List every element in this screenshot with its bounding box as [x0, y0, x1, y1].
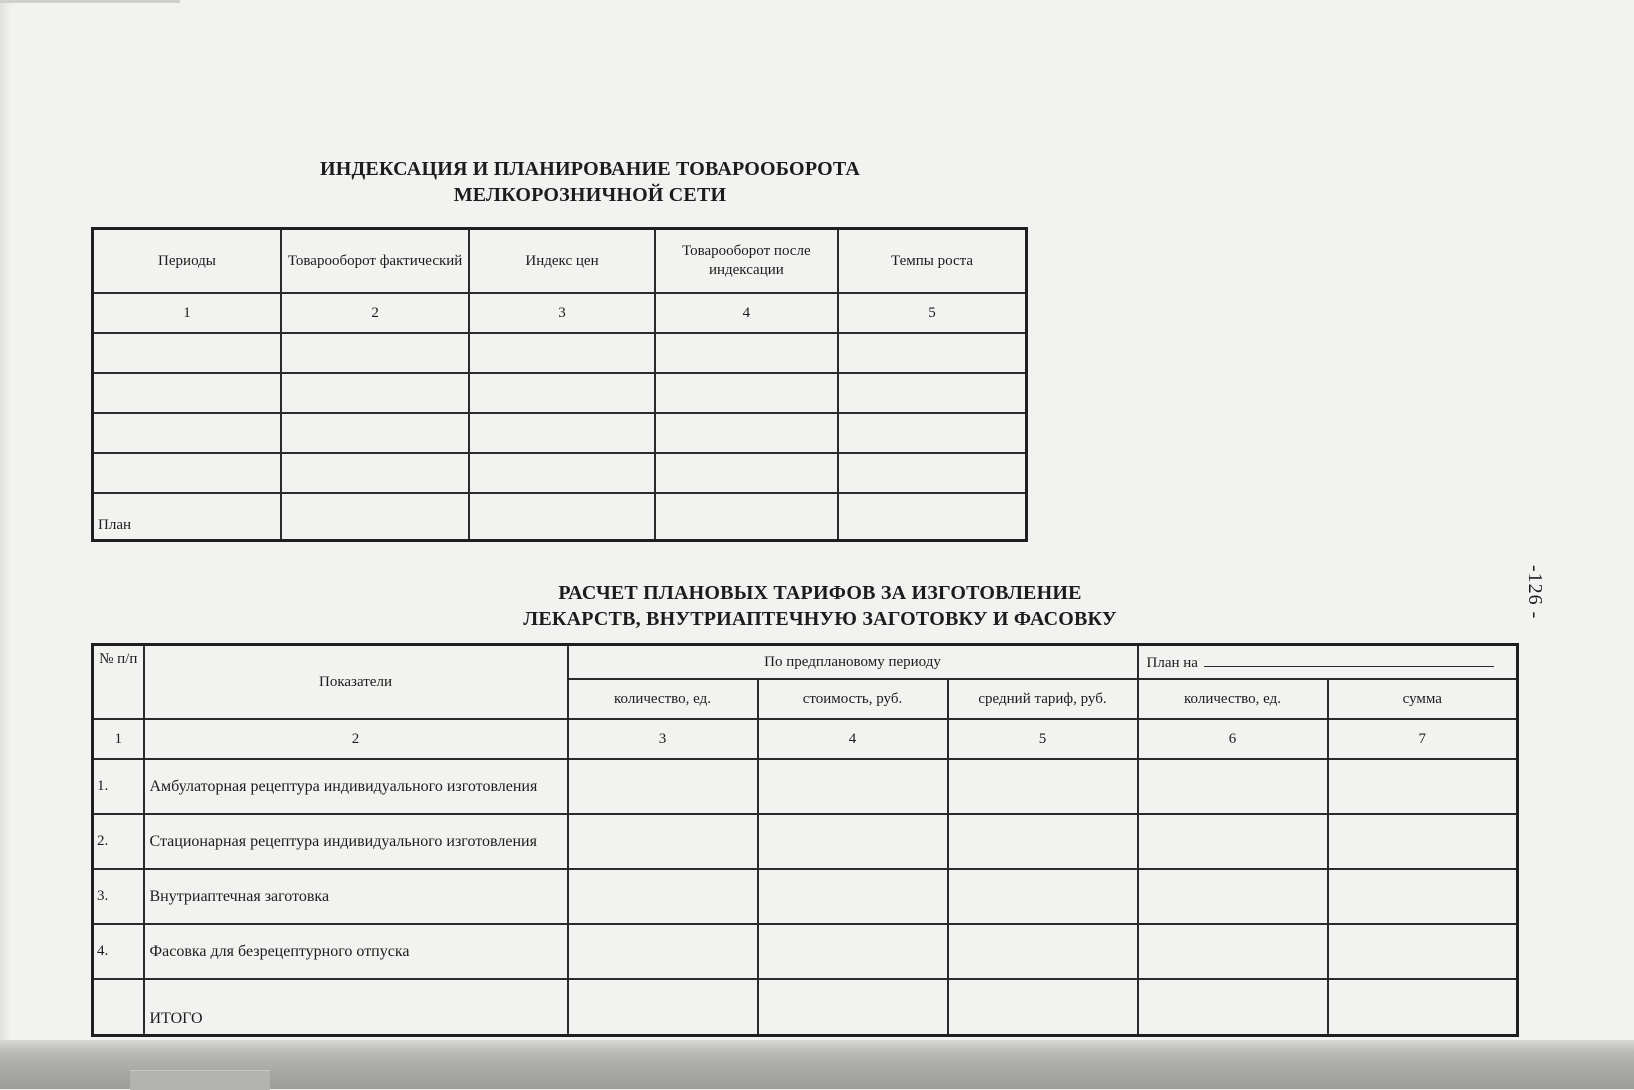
column-number: 5 — [838, 293, 1026, 333]
empty-cell — [1328, 979, 1518, 1036]
row-number: 4. — [93, 924, 144, 979]
table-row — [93, 413, 1027, 453]
header-indexed-turnover: Товарооборот после индексации — [655, 229, 838, 294]
empty-cell — [1328, 814, 1518, 869]
total-label: ИТОГО — [144, 979, 568, 1036]
plan-label: План — [93, 493, 281, 541]
empty-cell — [1328, 869, 1518, 924]
empty-cell — [281, 453, 469, 493]
plan-for-label: План на — [1146, 654, 1198, 671]
empty-cell — [568, 979, 758, 1036]
empty-cell — [758, 924, 948, 979]
empty-cell — [655, 493, 838, 541]
table-row — [93, 333, 1027, 373]
empty-cell — [281, 333, 469, 373]
header-plan-sum: сумма — [1328, 679, 1518, 719]
empty-cell — [1328, 924, 1518, 979]
empty-cell — [469, 493, 654, 541]
empty-cell — [93, 979, 144, 1036]
scan-page-edge-top — [0, 0, 180, 3]
table-row — [93, 759, 1518, 814]
header-row-number: № п/п — [93, 645, 144, 720]
empty-cell — [948, 924, 1138, 979]
empty-cell — [655, 453, 838, 493]
empty-cell — [281, 493, 469, 541]
header-quantity: количество, ед. — [568, 679, 758, 719]
plan-row — [93, 493, 1027, 541]
header-cost: стоимость, руб. — [758, 679, 948, 719]
table-row — [93, 924, 1518, 979]
empty-cell — [1138, 979, 1328, 1036]
empty-cell — [838, 453, 1026, 493]
scanner-shadow-strip — [130, 1070, 270, 1090]
indicator-label: Стационарная рецептура индивидуального изготовления — [144, 814, 568, 869]
indicator-label: Амбулаторная рецептура индивидуального изготовления — [144, 759, 568, 814]
row-number: 1. — [93, 759, 144, 814]
column-number: 3 — [469, 293, 654, 333]
empty-cell — [758, 759, 948, 814]
column-number: 1 — [93, 293, 281, 333]
empty-cell — [568, 759, 758, 814]
empty-cell — [93, 453, 281, 493]
empty-cell — [93, 413, 281, 453]
table-row — [93, 814, 1518, 869]
column-number: 4 — [655, 293, 838, 333]
header-plan-quantity: количество, ед. — [1138, 679, 1328, 719]
empty-cell — [568, 924, 758, 979]
empty-cell — [948, 869, 1138, 924]
empty-cell — [1138, 869, 1328, 924]
page-number: -126 - — [1524, 565, 1546, 620]
empty-cell — [469, 373, 654, 413]
empty-cell — [469, 413, 654, 453]
column-number: 2 — [144, 719, 568, 759]
scanner-shadow — [0, 1040, 1634, 1089]
tariff-table — [91, 643, 1519, 1037]
empty-cell — [281, 373, 469, 413]
table-row — [93, 373, 1027, 413]
header-actual-turnover: Товарооборот фактический — [281, 229, 469, 294]
empty-cell — [1138, 924, 1328, 979]
empty-cell — [281, 413, 469, 453]
tariff-table-title — [480, 580, 1160, 632]
plan-year-blank-line — [1204, 652, 1494, 667]
indicator-label: Фасовка для безрецептурного отпуска — [144, 924, 568, 979]
header-indicators: Показатели — [144, 645, 568, 720]
header-preplan-period: По предплановому периоду — [568, 645, 1138, 680]
empty-cell — [838, 333, 1026, 373]
table-row — [93, 869, 1518, 924]
column-number: 7 — [1328, 719, 1518, 759]
empty-cell — [655, 373, 838, 413]
column-number: 1 — [93, 719, 144, 759]
empty-cell — [948, 979, 1138, 1036]
empty-cell — [758, 869, 948, 924]
empty-cell — [758, 814, 948, 869]
empty-cell — [1138, 759, 1328, 814]
tariff-header-row-1 — [93, 645, 1518, 680]
row-number: 3. — [93, 869, 144, 924]
empty-cell — [758, 979, 948, 1036]
indexation-title-line-2: МЕЛКОРОЗНИЧНОЙ СЕТИ — [453, 184, 727, 206]
empty-cell — [93, 333, 281, 373]
empty-cell — [838, 373, 1026, 413]
empty-cell — [838, 413, 1026, 453]
header-periods: Периоды — [93, 229, 281, 294]
empty-cell — [93, 373, 281, 413]
empty-cell — [655, 333, 838, 373]
tariff-column-numbers — [93, 719, 1518, 759]
header-price-index: Индекс цен — [469, 229, 654, 294]
header-growth-rate: Темпы роста — [838, 229, 1026, 294]
row-number: 2. — [93, 814, 144, 869]
indexation-header-row — [93, 229, 1027, 294]
indicator-label: Внутриаптечная заготовка — [144, 869, 568, 924]
indexation-title-line-1: ИНДЕКСАЦИЯ И ПЛАНИРОВАНИЕ ТОВАРООБОРОТА — [319, 158, 861, 180]
indexation-table — [91, 227, 1028, 542]
header-plan-for — [1138, 645, 1518, 680]
empty-cell — [838, 493, 1026, 541]
empty-cell — [469, 333, 654, 373]
scan-page-edge — [0, 0, 12, 1089]
tariff-title-line-2: ЛЕКАРСТВ, ВНУТРИАПТЕЧНУЮ ЗАГОТОВКУ И ФАСОВКУ — [523, 608, 1117, 630]
empty-cell — [1138, 814, 1328, 869]
empty-cell — [568, 814, 758, 869]
empty-cell — [1328, 759, 1518, 814]
tariff-title-line-1: РАСЧЕТ ПЛАНОВЫХ ТАРИФОВ ЗА ИЗГОТОВЛЕНИЕ — [558, 582, 1082, 604]
table-row — [93, 453, 1027, 493]
column-number: 2 — [281, 293, 469, 333]
column-number: 3 — [568, 719, 758, 759]
empty-cell — [948, 759, 1138, 814]
indexation-table-title — [290, 156, 890, 208]
total-row — [93, 979, 1518, 1036]
header-average-tariff: средний тариф, руб. — [948, 679, 1138, 719]
indexation-column-numbers — [93, 293, 1027, 333]
column-number: 5 — [948, 719, 1138, 759]
empty-cell — [948, 814, 1138, 869]
empty-cell — [568, 869, 758, 924]
empty-cell — [469, 453, 654, 493]
column-number: 4 — [758, 719, 948, 759]
empty-cell — [655, 413, 838, 453]
column-number: 6 — [1138, 719, 1328, 759]
